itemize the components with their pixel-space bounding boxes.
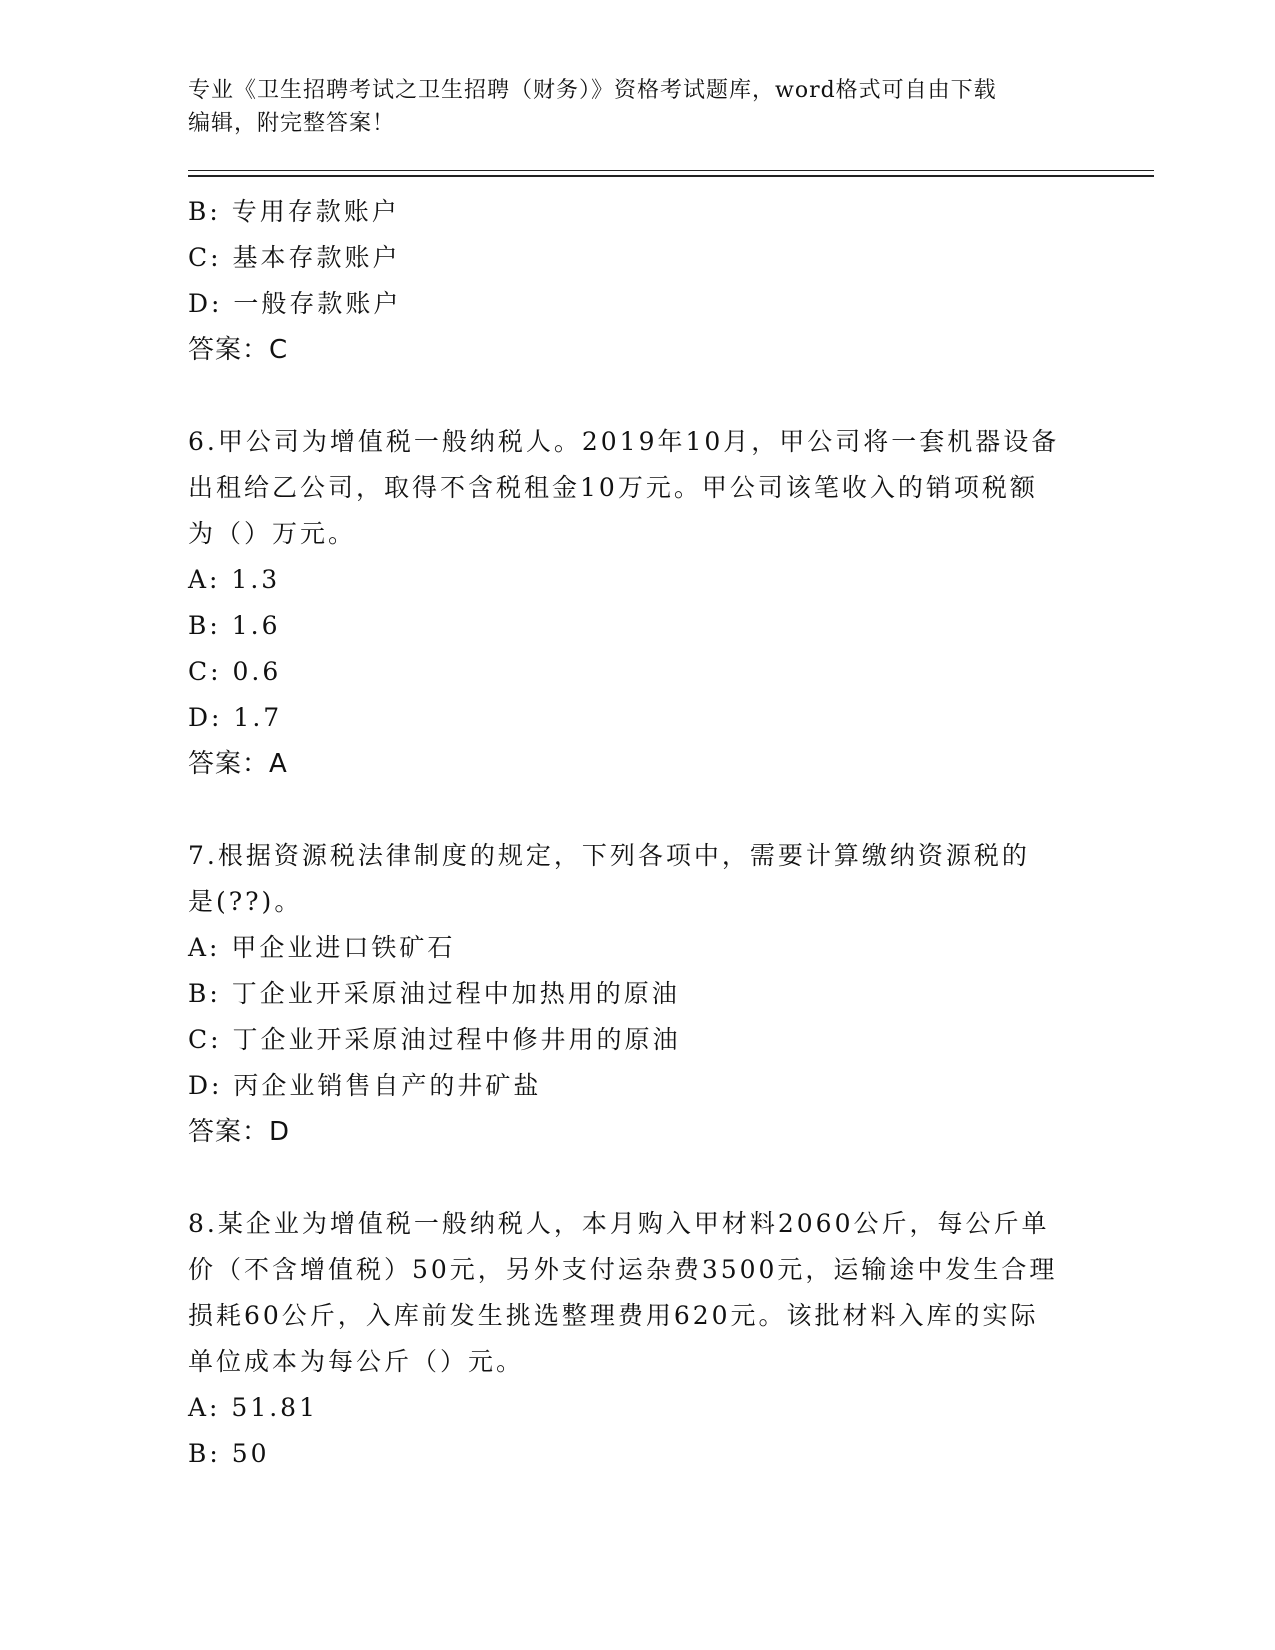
question-text-line: 损耗60公斤，入库前发生挑选整理费用620元。该批材料入库的实际 bbox=[188, 1301, 1039, 1330]
option-b: B: 专用存款账户 bbox=[188, 197, 400, 226]
question-8-block bbox=[188, 1201, 1088, 1477]
question-7-block bbox=[188, 833, 1088, 1155]
option-a: A: 51.81 bbox=[188, 1393, 318, 1422]
answer-line: 答案：D bbox=[188, 1117, 291, 1147]
question-text-line: 6.甲公司为增值税一般纳税人。2019年10月，甲公司将一套机器设备 bbox=[188, 427, 1060, 456]
option-c: C: 基本存款账户 bbox=[188, 243, 401, 272]
question-text-line: 为（）万元。 bbox=[188, 519, 357, 548]
option-a: A: 1.3 bbox=[188, 565, 281, 594]
option-d: D: 1.7 bbox=[188, 703, 283, 732]
question-text-line: 8.某企业为增值税一般纳税人，本月购入甲材料2060公斤，每公斤单 bbox=[188, 1209, 1050, 1238]
question-text-line: 单位成本为每公斤（）元。 bbox=[188, 1347, 525, 1376]
option-a: A: 甲企业进口铁矿石 bbox=[188, 933, 456, 962]
question-text-line: 出租给乙公司，取得不含税租金10万元。甲公司该笔收入的销项税额 bbox=[188, 473, 1038, 502]
option-c: C: 0.6 bbox=[188, 657, 282, 686]
question-5-block bbox=[188, 189, 1088, 373]
option-b: B: 1.6 bbox=[188, 611, 281, 640]
header-divider-thick bbox=[188, 175, 1154, 177]
option-b: B: 50 bbox=[188, 1439, 270, 1468]
option-d: D: 丙企业销售自产的井矿盐 bbox=[188, 1071, 542, 1100]
question-content bbox=[188, 189, 1088, 1477]
answer-line: 答案：C bbox=[188, 335, 289, 365]
document-header bbox=[188, 74, 1088, 140]
option-d: D: 一般存款账户 bbox=[188, 289, 402, 318]
question-text-line: 是(??)。 bbox=[188, 887, 303, 916]
question-text-line: 7.根据资源税法律制度的规定，下列各项中，需要计算缴纳资源税的 bbox=[188, 841, 1030, 870]
header-line-1: 专业《卫生招聘考试之卫生招聘（财务）》资格考试题库，word格式可自由下载 bbox=[188, 78, 997, 103]
header-divider-thin bbox=[188, 170, 1154, 171]
header-line-2: 编辑，附完整答案！ bbox=[188, 111, 396, 136]
question-text-line: 价（不含增值税）50元，另外支付运杂费3500元，运输途中发生合理 bbox=[188, 1255, 1058, 1284]
answer-line: 答案：A bbox=[188, 749, 288, 779]
option-c: C: 丁企业开采原油过程中修井用的原油 bbox=[188, 1025, 681, 1054]
question-6-block bbox=[188, 419, 1088, 787]
option-b: B: 丁企业开采原油过程中加热用的原油 bbox=[188, 979, 680, 1008]
